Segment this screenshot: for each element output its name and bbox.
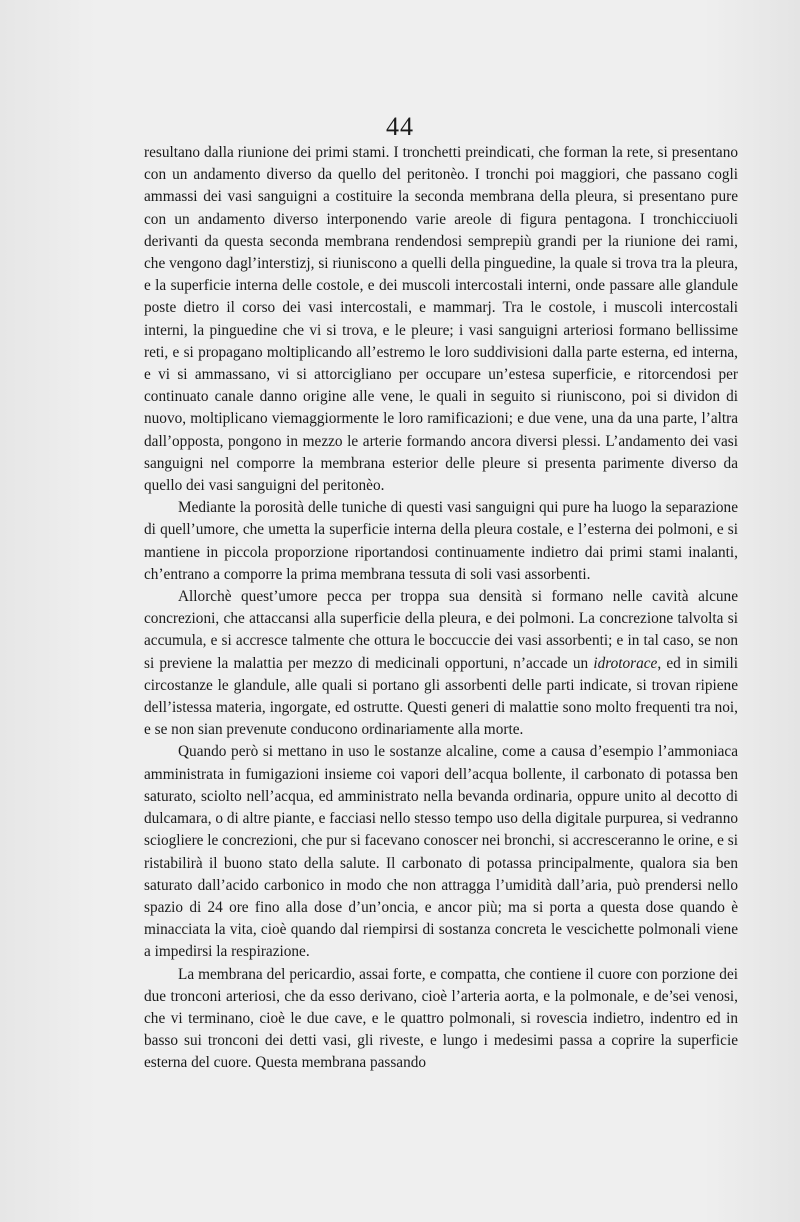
italic-term: idrotorace [593,654,658,672]
paragraph [144,741,738,963]
body-text [144,142,738,1075]
text-run: Mediante la porosità delle tuniche di questi vasi sanguigni qui pure ha luogo la separazione di quell’umore, che umetta la superficie interna della pleura costale, e l’esterna dei polmoni, e si mantiene in piccola proporzione riportandosi continuamente indietro dai primi stami inalanti, ch’entrano a comporre la prima membrana tessuta di soli vasi assorbenti. [144,499,738,583]
text-run: La membrana del pericardio, assai forte, e compatta, che contiene il cuore con porzione dei due tronconi arteriosi, che da esso derivano, cioè l’arteria aorta, e la polmonale, e de’sei venosi, che vi terminano, cioè le due cave, e le quattro polmonali, si rovescia indietro, indentro ed in basso sui tronconi dei detti vasi, gli riveste, e lungo i medesimi passa a coprire la superficie esterna del cuore. Questa membrana passando [144,965,738,1072]
paragraph [144,497,738,586]
text-run: resultano dalla riunione dei primi stami. I tronchetti preindicati, che forman la rete, si presentano con un andamento diverso da quello del peritonèo. I tronchi poi maggiori, che passano cogli ammassi dei vasi sanguigni a costituire la seconda membrana della pleura, si presentano pure con un andamento diverso interponendo varie areole di figura pentagona. I tronchicciuoli derivanti da questa seconda membrana rendendosi semprepiù grandi per la riunione dei rami, che vengono dagl’interstizj, si riuniscono a quelli della pinguedine, la quale si trova tra la pleura, e la superficie interna delle costole, e dei muscoli intercostali interni, onde passare alle glandule poste dietro il corso dei vasi intercostali, e mammarj. Tra le costole, i muscoli intercostali interni, la pinguedine che vi si trova, e le pleure; i vasi sanguigni arteriosi formano bellissime reti, e si propagano moltiplicando all’estremo le loro suddivisioni dalla parte esterna, ed interna, e vi si ammassano, vi si attorcigliano per occupare un’estesa superficie, e ritorcendosi per continuato canale danno origine alle vene, le quali in seguito si riuniscono, poi si dividon di nuovo, moltiplicano viemaggiormente le loro ramificazioni; e due vene, una da una parte, l’altra dall’opposta, pongono in mezzo le arterie formando ancora diversi plessi. L’andamento dei vasi sanguigni nel comporre la membrana esterior delle pleure si presenta parimente diverso da quello dei vasi sanguigni del peritonèo. [144,144,738,495]
text-run: , ed in simili circostanze le glandule, alle quali si portano gli assorbenti delle parti indicate, si trovan ripiene dell’istessa materia, ingorgate, ed ostrutte. Questi generi di malattie sono molto frequenti tra noi, e se non sian prevenute conducono ordinariamente alla morte. [144,654,738,739]
text-run: Allorchè quest’umore pecca per troppa sua densità si formano nelle cavità alcune concrezioni, che attaccansi alla superficie della pleura, e dei polmoni. La concrezione talvolta si accumula, e si accresce talmente che ottura le boccuccie dei vasi assorbenti; e in tal caso, se non si previene la malattia per mezzo di medicinali opportuni, n’accade un [144,588,738,672]
paragraph [144,586,738,741]
text-run: Quando però si mettano in uso le sostanze alcaline, come a causa d’esempio l’ammoniaca amministrata in fumigazioni insieme coi vapori dell’acqua bollente, il carbonato di potassa ben saturato, sciolto nell’acqua, ed amministrato nella bevanda ordinaria, oppure unito al decotto di dulcamara, o di altre piante, e facciasi nello stesso tempo uso della digitale purpurea, si vedranno sciogliere le concrezioni, che pur si facevano conoscer nei bronchi, si accresceranno le orine, e si ristabilirà il buono stato della salute. Il carbonato di potassa principalmente, qualora sia ben saturato dall’acido carbonico in modo che non attragga l’umidità dall’aria, può prendersi nello spazio di 24 ore fino alla dose d’un’oncia, e ancor più; ma si porta a questa dose quando è minacciata la vita, cioè quando dal riempirsi di sostanza concreta le vescichette polmonali viene a impedirsi la respirazione. [144,743,738,961]
page-number: 44 [386,112,414,141]
paragraph [144,964,738,1075]
paragraph [144,142,738,497]
